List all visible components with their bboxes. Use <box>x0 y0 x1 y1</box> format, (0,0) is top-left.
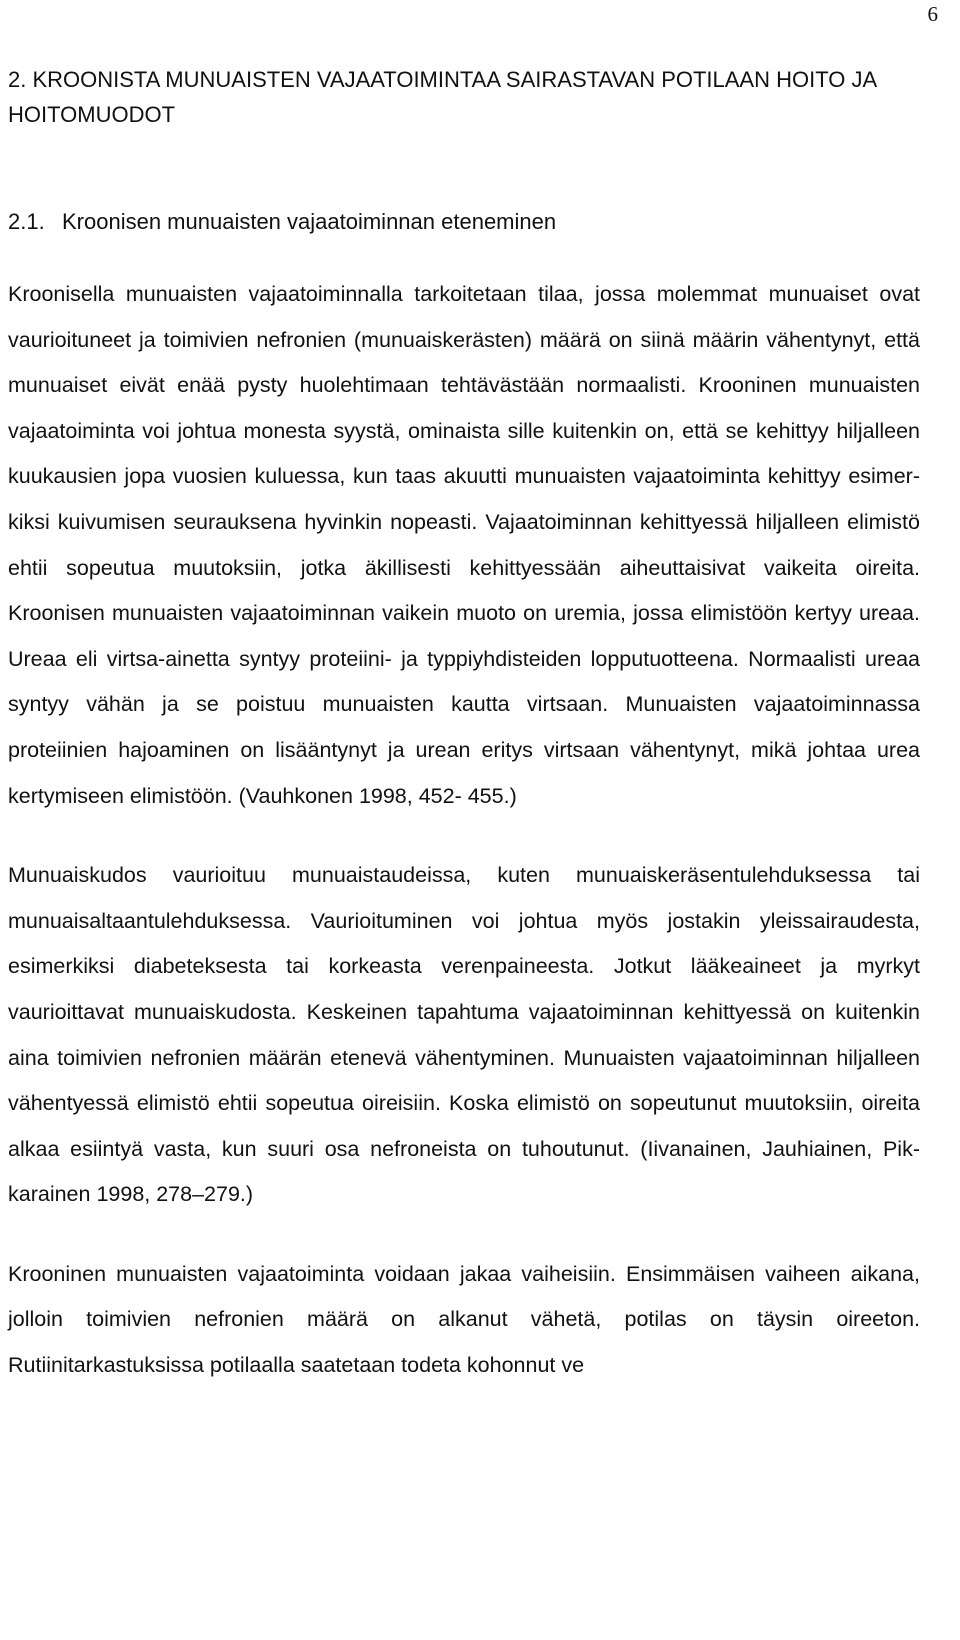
paragraph-1: Kroonisella munuaisten vajaatoiminnalla tarkoitetaan tilaa, jossa molemmat munuaiset ovat vaurioituneet ja toimivien nefronien (munuaiskerästen) määrä on siinä määrin vähentynyt, että munuaiset eivät enää pysty huolehtimaan tehtävästään normaalisti. Krooninen munuaisten vajaatoiminta voi johtua monesta syystä, ominaista sille kuitenkin on, että se kehittyy hiljalleen kuukausien jopa vuosien kuluessa, kun taas akuutti munuaisten vajaatoiminta kehittyy esimerkiksi kuivumisen seurauksena hyvinkin nopeasti. Vajaatoiminnan kehittyessä hiljalleen elimistö ehtii sopeutua muutoksiin, jotka äkillisesti kehittyessään aiheuttaisivat vaikeita oireita. Kroonisen munuaisten vajaatoiminnan vaikein muoto on uremia, jossa elimistöön kertyy ureaa. Ureaa eli virtsa-ainetta syntyy proteiini- ja typpiyhdisteiden lopputuotteena. Normaalisti ureaa syntyy vähän ja se poistuu munuaisten kautta virtsaan. Munuaisten vajaatoiminnassa proteiinien hajoaminen on lisääntynyt ja urean eritys virtsaan vähentynyt, mikä johtaa urea kertymiseen elimistöön. (Vauhkonen 1998, 452- 455.) <box>8 282 920 808</box>
chapter-heading: 2. KROONISTA MUNUAISTEN VAJAATOIMINTAA SAIRASTAVAN POTILAAN HOITO JA HOITOMUODOT <box>8 67 876 127</box>
paragraph-2: Munuaiskudos vaurioituu munuaistaudeissa, kuten munuaiskeräsentulehduksessa tai munuaisaltaantulehduksessa. Vaurioituminen voi johtua myös jostakin yleissairaudesta, esimerkiksi diabeteksesta tai korkeasta verenpaineesta. Jotkut lääkeaineet ja myrkyt vaurioittavat munuaiskudosta. Keskeinen tapahtuma vajaatoiminnan kehittyessä on kuitenkin aina toimivien nefronien määrän etenevä vähentyminen. Munuaisten vajaatoiminnan hiljalleen vähentyessä elimistö ehtii sopeutua oireisiin. Koska elimistö on sopeutunut muutoksiin, oireita alkaa esiintyä vasta, kun suuri osa nefroneista on tuhoutunut. (Iivanainen, Jauhiainen, Pikkarainen 1998, 278–279.) <box>8 863 920 1207</box>
document-body <box>8 62 920 1389</box>
paragraph-3: Krooninen munuaisten vajaatoiminta voidaan jakaa vaiheisiin. Ensimmäisen vaiheen aikana, jolloin toimivien nefronien määrä on alkanut vähetä, potilas on täysin oireeton. Rutiinitarkastuksissa potilaalla saatetaan todeta kohonnut ve <box>8 1261 920 1378</box>
section-number: 2.1. <box>8 209 45 234</box>
page-number: 6 <box>927 2 938 26</box>
section-title: Kroonisen munuaisten vajaatoiminnan eteneminen <box>62 209 557 234</box>
section-heading <box>8 204 920 239</box>
